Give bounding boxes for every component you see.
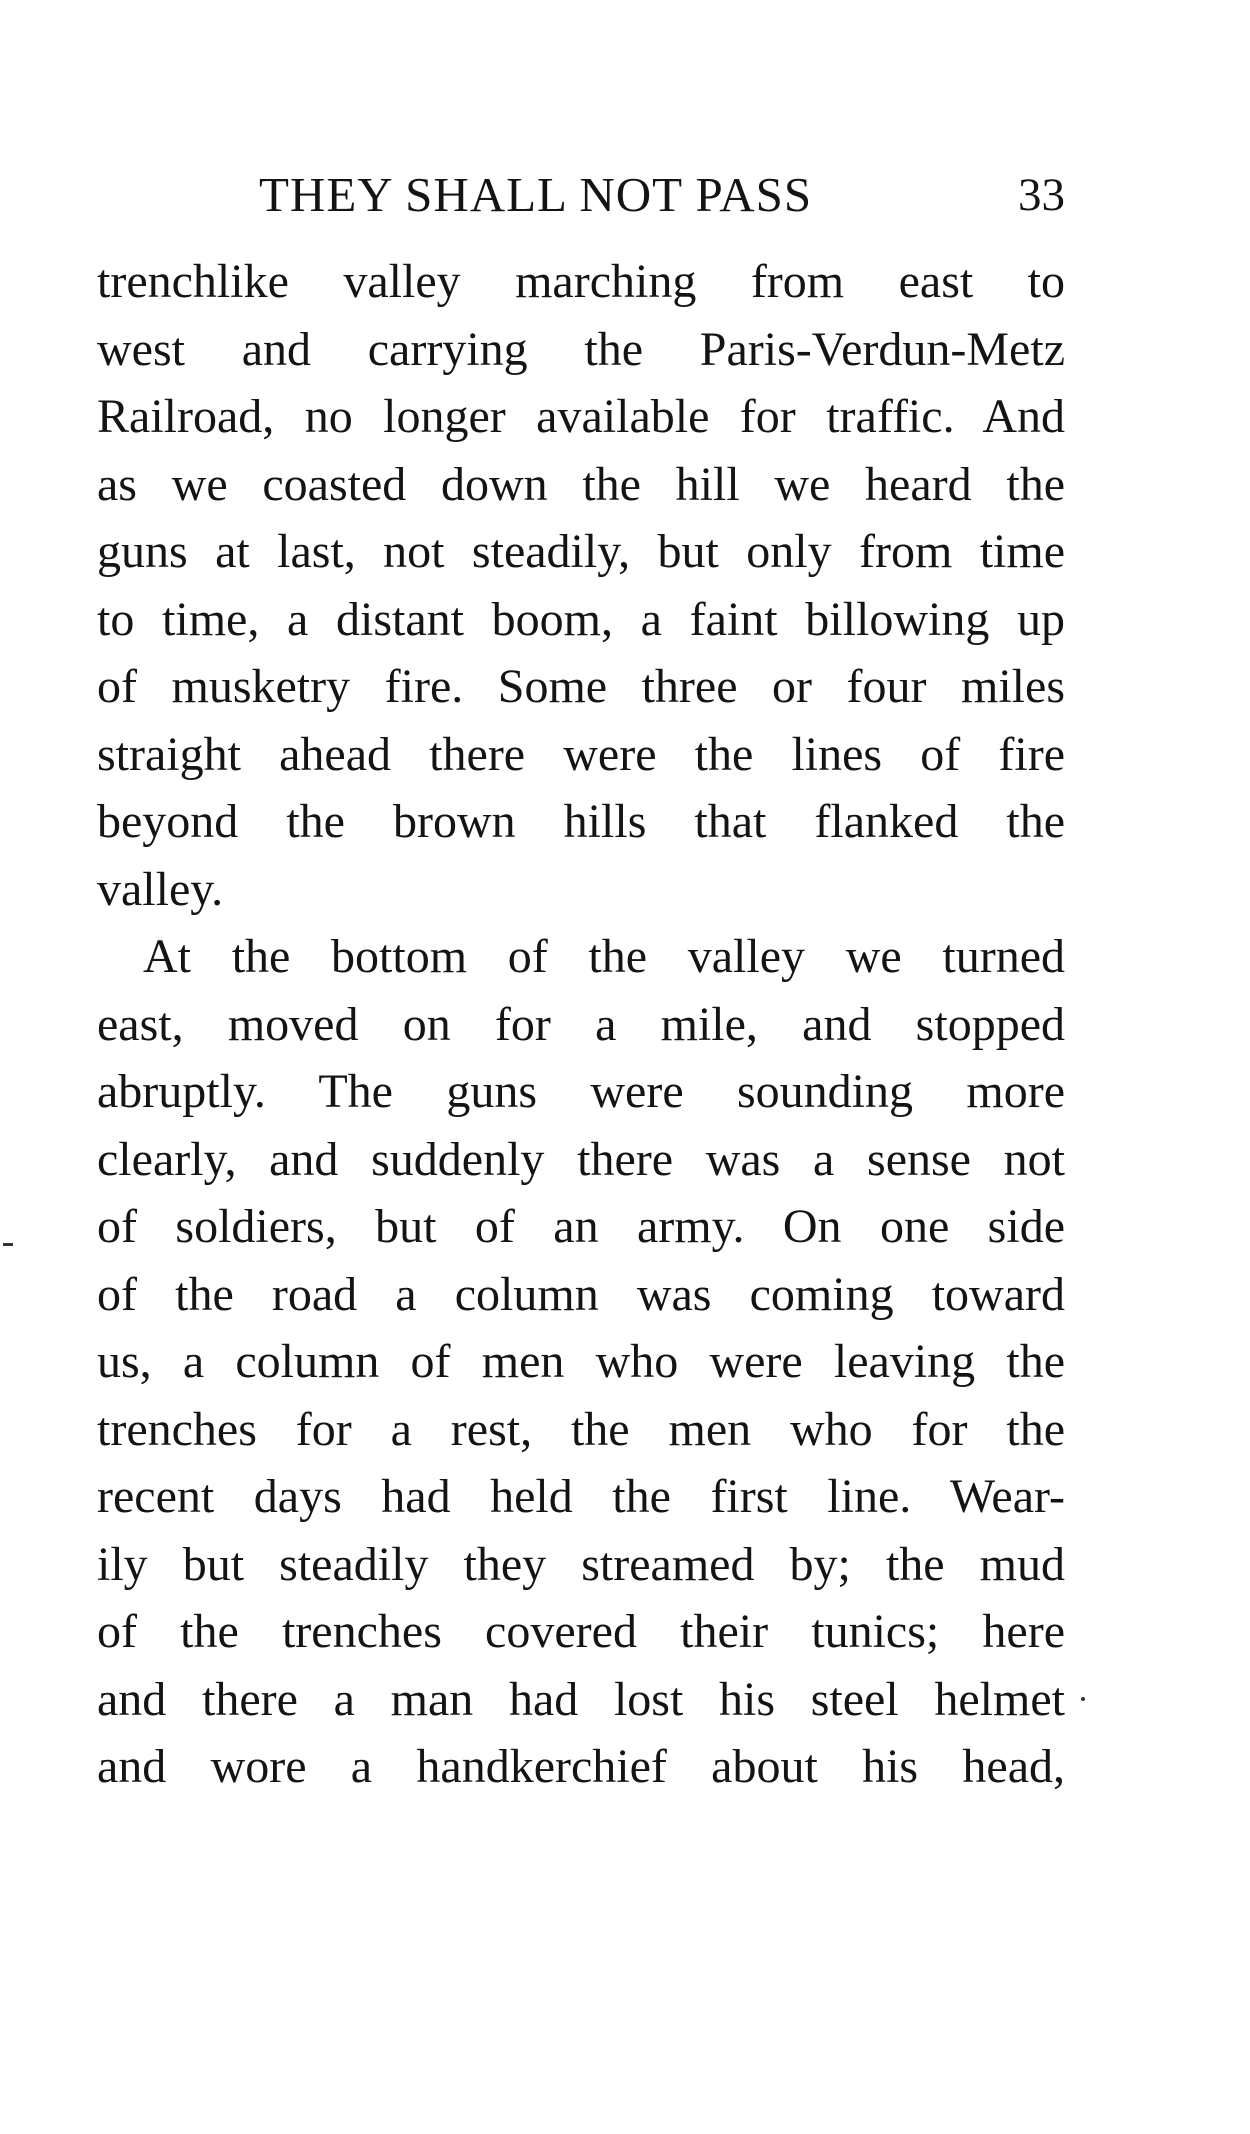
running-head <box>97 160 1065 230</box>
margin-mark <box>3 1243 13 1246</box>
text-line: valley. <box>97 862 224 916</box>
text-line: beyond the brown hills that flanked the <box>97 795 1065 848</box>
text-line: trenchlike valley marching from east to <box>97 255 1065 308</box>
text-line: and there a man had lost his steel helmet <box>97 1672 1065 1726</box>
text-line: and wore a handkerchief about his head, <box>97 1740 1065 1793</box>
text-line: ily but steadily they streamed by; the mud <box>97 1537 1065 1591</box>
text-line: At the bottom of the valley we turned <box>143 930 1065 983</box>
paragraph <box>97 923 1065 1801</box>
text-line: abruptly. The guns were sounding more <box>97 1065 1065 1118</box>
text-line: west and carrying the Paris-Verdun-Metz <box>97 322 1065 376</box>
text-line: to time, a distant boom, a faint billowing up <box>97 592 1065 646</box>
text-line: straight ahead there were the lines of fire <box>97 727 1065 781</box>
text-line: clearly, and suddenly there was a sense not <box>97 1132 1065 1186</box>
text-line: recent days had held the first line. Wear- <box>97 1470 1065 1523</box>
text-line: as we coasted down the hill we heard the <box>97 457 1065 511</box>
text-line: east, moved on for a mile, and stopped <box>97 997 1065 1051</box>
text-line: of soldiers, but of an army. On one side <box>97 1200 1065 1253</box>
text-line: Railroad, no longer available for traffic. And <box>97 390 1065 443</box>
text-line: guns at last, not steadily, but only from time <box>97 525 1065 578</box>
page-number: 33 <box>1018 169 1065 221</box>
running-title: THEY SHALL NOT PASS <box>259 167 813 222</box>
text-line: of musketry fire. Some three or four miles <box>97 660 1065 713</box>
text-line: of the road a column was coming toward <box>97 1267 1065 1321</box>
paragraph <box>97 248 1065 923</box>
ink-speck <box>1081 1697 1085 1701</box>
text-line: trenches for a rest, the men who for the <box>97 1402 1065 1456</box>
text-line: us, a column of men who were leaving the <box>97 1335 1065 1388</box>
body-text <box>97 248 1065 1801</box>
text-line: of the trenches covered their tunics; here <box>97 1605 1065 1658</box>
